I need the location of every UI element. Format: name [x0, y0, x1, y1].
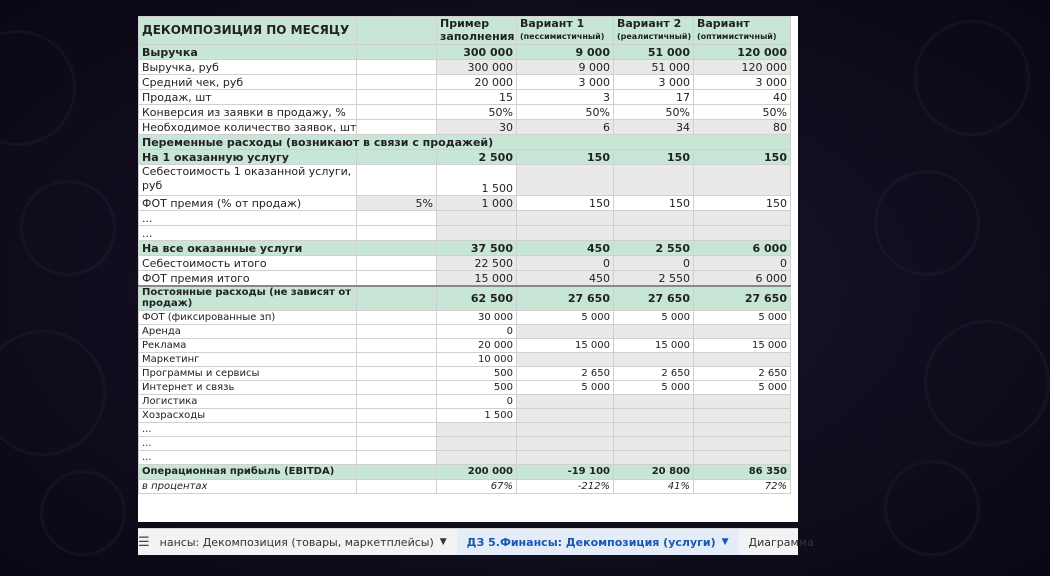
- row-label[interactable]: ...: [139, 422, 357, 436]
- table-row: [139, 90, 791, 105]
- example-value[interactable]: 300 000: [437, 60, 517, 75]
- dropdown-arrow-icon[interactable]: ▼: [439, 537, 447, 547]
- variant-1-value[interactable]: [517, 165, 614, 196]
- row-label[interactable]: Маркетинг: [139, 352, 357, 366]
- variant-3-value[interactable]: 27 650: [694, 286, 791, 310]
- sheet-tab-bar: [138, 528, 814, 555]
- table-row: [139, 422, 791, 436]
- variant-3-value[interactable]: 80: [694, 120, 791, 135]
- pct-cell[interactable]: [357, 75, 437, 90]
- variant-2-value[interactable]: 2 550: [614, 241, 694, 256]
- example-value[interactable]: 22 500: [437, 256, 517, 271]
- row-label[interactable]: Себестоимость итого: [139, 256, 357, 271]
- table-row: [139, 310, 791, 324]
- variant-2-value[interactable]: 5 000: [614, 310, 694, 324]
- header-variant-3-label: Вариант: [697, 17, 750, 30]
- row-label[interactable]: Необходимое количество заявок, шт: [139, 120, 357, 135]
- section-label[interactable]: Переменные расходы (возникают в связи с продажей): [139, 135, 791, 150]
- row-label[interactable]: Интернет и связь: [139, 380, 357, 394]
- example-value[interactable]: 20 000: [437, 75, 517, 90]
- row-label[interactable]: Логистика: [139, 394, 357, 408]
- variant-2-value[interactable]: [614, 408, 694, 422]
- pct-cell[interactable]: [357, 324, 437, 338]
- variant-1-value[interactable]: 450: [517, 241, 614, 256]
- pct-cell[interactable]: [357, 464, 437, 479]
- example-value[interactable]: 62 500: [437, 286, 517, 310]
- pct-cell[interactable]: [357, 286, 437, 310]
- example-value[interactable]: 20 000: [437, 338, 517, 352]
- variant-3-value[interactable]: 120 000: [694, 45, 791, 60]
- decomposition-table: [138, 16, 791, 494]
- table-row: [139, 408, 791, 422]
- example-value[interactable]: [437, 436, 517, 450]
- pct-cell[interactable]: [357, 338, 437, 352]
- variant-3-value[interactable]: 50%: [694, 105, 791, 120]
- variant-2-value[interactable]: [614, 226, 694, 241]
- row-label[interactable]: в процентах: [139, 479, 357, 493]
- table-row: [139, 271, 791, 287]
- table-row: [139, 286, 791, 310]
- table-row: [139, 352, 791, 366]
- row-label[interactable]: На все оказанные услуги: [139, 241, 357, 256]
- header-variant-1-sub: (пессимистичный): [520, 32, 605, 41]
- example-value[interactable]: [437, 211, 517, 226]
- variant-2-value[interactable]: 27 650: [614, 286, 694, 310]
- variant-1-value[interactable]: 9 000: [517, 60, 614, 75]
- row-label[interactable]: Программы и сервисы: [139, 366, 357, 380]
- table-row: [139, 120, 791, 135]
- pct-cell[interactable]: [357, 408, 437, 422]
- variant-2-value[interactable]: [614, 165, 694, 196]
- table-row: [139, 324, 791, 338]
- row-label[interactable]: ...: [139, 436, 357, 450]
- variant-2-value[interactable]: 150: [614, 150, 694, 165]
- header-variant-2-sub: (реалистичный): [617, 32, 692, 41]
- example-value[interactable]: 1 000: [437, 196, 517, 211]
- pct-cell[interactable]: [357, 105, 437, 120]
- pct-cell[interactable]: [357, 120, 437, 135]
- variant-2-value[interactable]: 17: [614, 90, 694, 105]
- row-label[interactable]: Себестоимость 1 оказанной услуги, руб: [139, 165, 357, 196]
- variant-2-value[interactable]: 51 000: [614, 60, 694, 75]
- row-label[interactable]: Выручка, руб: [139, 60, 357, 75]
- variant-1-value[interactable]: 6: [517, 120, 614, 135]
- variant-1-value[interactable]: 150: [517, 196, 614, 211]
- pct-cell[interactable]: [357, 211, 437, 226]
- background-decoration-right: [884, 0, 1024, 576]
- table-row: [139, 75, 791, 90]
- example-value[interactable]: 500: [437, 366, 517, 380]
- header-variant-2[interactable]: [614, 17, 694, 45]
- variant-1-value[interactable]: -212%: [517, 479, 614, 493]
- variant-1-value[interactable]: 3: [517, 90, 614, 105]
- variant-3-value[interactable]: [694, 422, 791, 436]
- header-variant-3[interactable]: [694, 17, 791, 45]
- variant-1-value[interactable]: 9 000: [517, 45, 614, 60]
- variant-3-value[interactable]: 15 000: [694, 338, 791, 352]
- example-value[interactable]: 200 000: [437, 464, 517, 479]
- header-row: [139, 17, 791, 45]
- row-label[interactable]: На 1 оказанную услугу: [139, 150, 357, 165]
- example-value[interactable]: 67%: [437, 479, 517, 493]
- variant-1-value[interactable]: 150: [517, 150, 614, 165]
- variant-1-value[interactable]: [517, 211, 614, 226]
- variant-3-value[interactable]: [694, 436, 791, 450]
- pct-cell[interactable]: [357, 271, 437, 287]
- variant-3-value[interactable]: 3 000: [694, 75, 791, 90]
- variant-3-value[interactable]: 120 000: [694, 60, 791, 75]
- example-value[interactable]: 1 500: [437, 408, 517, 422]
- example-value[interactable]: 2 500: [437, 150, 517, 165]
- variant-3-value[interactable]: 5 000: [694, 380, 791, 394]
- example-value[interactable]: 0: [437, 324, 517, 338]
- row-label[interactable]: ...: [139, 211, 357, 226]
- table-row: [139, 256, 791, 271]
- spreadsheet-grid[interactable]: [138, 16, 798, 522]
- table-row: [139, 105, 791, 120]
- variant-2-value[interactable]: 150: [614, 196, 694, 211]
- pct-cell[interactable]: [357, 422, 437, 436]
- row-label[interactable]: Выручка: [139, 45, 357, 60]
- table-row: [139, 366, 791, 380]
- row-label[interactable]: ФОТ премия итого: [139, 271, 357, 287]
- variant-1-value[interactable]: [517, 324, 614, 338]
- row-label[interactable]: Операционная прибыль (EBITDA): [139, 464, 357, 479]
- variant-2-value[interactable]: 2 550: [614, 271, 694, 287]
- variant-1-value[interactable]: 5 000: [517, 310, 614, 324]
- variant-3-value[interactable]: 150: [694, 196, 791, 211]
- variant-2-value[interactable]: [614, 436, 694, 450]
- header-cell-empty[interactable]: [357, 17, 437, 45]
- variant-1-value[interactable]: -19 100: [517, 464, 614, 479]
- variant-3-value[interactable]: 6 000: [694, 271, 791, 287]
- table-row: [139, 436, 791, 450]
- variant-1-value[interactable]: [517, 394, 614, 408]
- variant-1-value[interactable]: 50%: [517, 105, 614, 120]
- example-value[interactable]: [437, 450, 517, 464]
- header-variant-1[interactable]: [517, 17, 614, 45]
- variant-1-value[interactable]: [517, 450, 614, 464]
- example-value[interactable]: [437, 422, 517, 436]
- variant-2-value[interactable]: 3 000: [614, 75, 694, 90]
- table-row: [139, 165, 791, 196]
- background-decoration-left: [0, 0, 140, 576]
- table-row: [139, 196, 791, 211]
- table-row: [139, 394, 791, 408]
- sheet-tab-services-decomposition[interactable]: [457, 529, 739, 555]
- variant-3-value[interactable]: [694, 226, 791, 241]
- variant-2-value[interactable]: [614, 211, 694, 226]
- variant-2-value[interactable]: 51 000: [614, 45, 694, 60]
- variant-3-value[interactable]: [694, 352, 791, 366]
- variant-3-value[interactable]: [694, 165, 791, 196]
- table-title[interactable]: ДЕКОМПОЗИЦИЯ ПО МЕСЯЦУ: [139, 17, 357, 45]
- table-row: [139, 380, 791, 394]
- example-value[interactable]: 15: [437, 90, 517, 105]
- row-label[interactable]: Постоянные расходы (не зависят от продаж): [139, 286, 357, 310]
- pct-cell[interactable]: [357, 226, 437, 241]
- variant-2-value[interactable]: 34: [614, 120, 694, 135]
- sheet-tab-goods-decomposition[interactable]: [150, 529, 457, 555]
- row-label[interactable]: Хозрасходы: [139, 408, 357, 422]
- variant-2-value[interactable]: [614, 450, 694, 464]
- example-value[interactable]: 15 000: [437, 271, 517, 287]
- variant-2-value[interactable]: 20 800: [614, 464, 694, 479]
- variant-2-value[interactable]: 41%: [614, 479, 694, 493]
- example-value[interactable]: 37 500: [437, 241, 517, 256]
- example-value[interactable]: 50%: [437, 105, 517, 120]
- variant-3-value[interactable]: [694, 408, 791, 422]
- variant-2-value[interactable]: 5 000: [614, 380, 694, 394]
- table-row: [139, 45, 791, 60]
- variant-1-value[interactable]: 27 650: [517, 286, 614, 310]
- variant-3-value[interactable]: 150: [694, 150, 791, 165]
- variant-1-value[interactable]: [517, 436, 614, 450]
- pct-cell[interactable]: [357, 436, 437, 450]
- variant-1-value[interactable]: 5 000: [517, 380, 614, 394]
- header-variant-3-sub: (оптимистичный): [697, 32, 777, 41]
- variant-2-value[interactable]: 15 000: [614, 338, 694, 352]
- variant-2-value[interactable]: [614, 352, 694, 366]
- row-label[interactable]: ФОТ премия (% от продаж): [139, 196, 357, 211]
- pct-cell[interactable]: [357, 380, 437, 394]
- variant-1-value[interactable]: 15 000: [517, 338, 614, 352]
- variant-2-value[interactable]: 50%: [614, 105, 694, 120]
- example-value[interactable]: 1 500: [437, 165, 517, 196]
- variant-3-value[interactable]: [694, 324, 791, 338]
- variant-1-value[interactable]: 2 650: [517, 366, 614, 380]
- table-row: [139, 211, 791, 226]
- table-row: [139, 150, 791, 165]
- variant-3-value[interactable]: [694, 211, 791, 226]
- sheet-tab-label: Диаграмма: [748, 535, 814, 549]
- table-row: [139, 464, 791, 479]
- variant-3-value[interactable]: 40: [694, 90, 791, 105]
- header-example[interactable]: Пример заполнения: [437, 17, 517, 45]
- pct-cell[interactable]: [357, 352, 437, 366]
- table-row: [139, 241, 791, 256]
- table-row: [139, 226, 791, 241]
- table-row: [139, 60, 791, 75]
- pct-cell[interactable]: [357, 256, 437, 271]
- example-value[interactable]: 500: [437, 380, 517, 394]
- table-row: [139, 450, 791, 464]
- variant-1-value[interactable]: [517, 352, 614, 366]
- pct-cell[interactable]: 5%: [357, 196, 437, 211]
- table-row: [139, 338, 791, 352]
- variant-2-value[interactable]: 2 650: [614, 366, 694, 380]
- pct-cell[interactable]: [357, 241, 437, 256]
- variant-3-value[interactable]: 6 000: [694, 241, 791, 256]
- variant-1-value[interactable]: [517, 422, 614, 436]
- header-variant-2-label: Вариант 2: [617, 17, 682, 30]
- variant-1-value[interactable]: 0: [517, 256, 614, 271]
- variant-1-value[interactable]: 450: [517, 271, 614, 287]
- row-label[interactable]: Конверсия из заявки в продажу, %: [139, 105, 357, 120]
- pct-cell[interactable]: [357, 450, 437, 464]
- variant-3-value[interactable]: [694, 394, 791, 408]
- variant-2-value[interactable]: [614, 324, 694, 338]
- pct-cell[interactable]: [357, 60, 437, 75]
- row-label[interactable]: ...: [139, 226, 357, 241]
- row-label[interactable]: Аренда: [139, 324, 357, 338]
- pct-cell[interactable]: [357, 90, 437, 105]
- row-label[interactable]: Реклама: [139, 338, 357, 352]
- variant-3-value[interactable]: 2 650: [694, 366, 791, 380]
- header-variant-1-label: Вариант 1: [520, 17, 585, 30]
- variant-1-value[interactable]: [517, 408, 614, 422]
- sheet-tab-label: ДЗ 5.Финансы: Декомпозиция (услуги): [466, 535, 716, 549]
- pct-cell[interactable]: [357, 310, 437, 324]
- example-value[interactable]: 0: [437, 394, 517, 408]
- sheet-tab-label: нансы: Декомпозиция (товары, маркетплейсы): [159, 535, 434, 549]
- sheet-tab-chart[interactable]: [739, 529, 814, 555]
- variant-3-value[interactable]: [694, 450, 791, 464]
- variant-1-value[interactable]: [517, 226, 614, 241]
- example-value[interactable]: 30: [437, 120, 517, 135]
- pct-cell[interactable]: [357, 394, 437, 408]
- example-value[interactable]: [437, 226, 517, 241]
- variant-3-value[interactable]: 72%: [694, 479, 791, 493]
- pct-cell[interactable]: [357, 479, 437, 493]
- row-label[interactable]: ...: [139, 450, 357, 464]
- row-label[interactable]: Продаж, шт: [139, 90, 357, 105]
- example-value[interactable]: 10 000: [437, 352, 517, 366]
- pct-cell[interactable]: [357, 45, 437, 60]
- variant-2-value[interactable]: [614, 422, 694, 436]
- variant-3-value[interactable]: 86 350: [694, 464, 791, 479]
- all-sheets-menu-icon[interactable]: ☰: [138, 534, 150, 550]
- section-row-variable-costs: [139, 135, 791, 150]
- example-value[interactable]: 300 000: [437, 45, 517, 60]
- table-row: [139, 479, 791, 493]
- variant-3-value[interactable]: 5 000: [694, 310, 791, 324]
- pct-cell[interactable]: [357, 366, 437, 380]
- variant-3-value[interactable]: 0: [694, 256, 791, 271]
- variant-2-value[interactable]: 0: [614, 256, 694, 271]
- row-label[interactable]: ФОТ (фиксированные зп): [139, 310, 357, 324]
- example-value[interactable]: 30 000: [437, 310, 517, 324]
- row-label[interactable]: Средний чек, руб: [139, 75, 357, 90]
- dropdown-arrow-icon[interactable]: ▼: [721, 537, 729, 547]
- pct-cell[interactable]: [357, 150, 437, 165]
- variant-2-value[interactable]: [614, 394, 694, 408]
- variant-1-value[interactable]: 3 000: [517, 75, 614, 90]
- pct-cell[interactable]: [357, 165, 437, 196]
